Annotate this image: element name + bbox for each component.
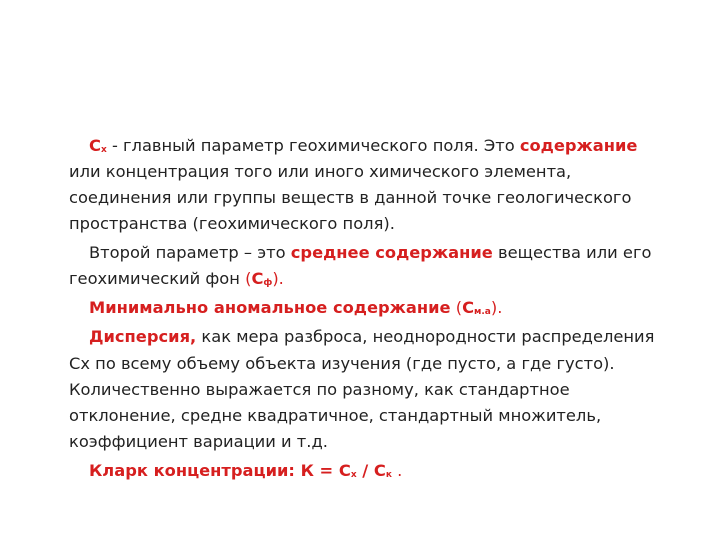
formula-subscript-k: к (385, 469, 392, 480)
paragraph-min-anomalous (69, 295, 669, 321)
formula-subscript-x: х (350, 469, 357, 480)
symbol-subscript: м.а (474, 307, 491, 318)
paragraph-second-parameter (69, 240, 669, 292)
term-dispersion: Дисперсия (89, 327, 191, 347)
slide-body (69, 133, 669, 487)
term-comma: , (190, 327, 197, 347)
symbol-letter: C (89, 136, 101, 155)
formula-tail: . (391, 460, 403, 480)
paren-close: ). (490, 298, 503, 318)
term-average-content: среднее содержание (290, 243, 493, 263)
paren-close: ). (272, 269, 284, 289)
clarke-formula (89, 461, 392, 480)
formula-text: Кларк концентрации: К = С (89, 460, 351, 480)
symbol-cx (89, 136, 107, 155)
paren-open: ( (245, 269, 252, 289)
symbol-subscript: x (100, 145, 107, 155)
term-content: содержание (519, 136, 638, 155)
formula-text: / С (356, 460, 386, 480)
text-segment: как мера разброса, неоднородности распределения Сх по всему объему объекта изучения (где пусто, а где густо). Количественно выражается по разному, как стандартное отклонение, средне квадратичное, стандартный множитель, коэффициент вариации и т.д. (69, 327, 655, 451)
symbol-cf (251, 269, 272, 288)
symbol-letter: C (462, 298, 475, 318)
paragraph-main-parameter (69, 133, 669, 237)
paren-open: ( (450, 298, 463, 318)
term-min-anomalous-content: Минимально аномальное содержание (89, 298, 451, 318)
symbol-subscript: ф (263, 278, 273, 289)
paragraph-dispersion (69, 324, 669, 454)
text-segment: вещества или его геохимический фон (69, 243, 652, 289)
symbol-cma (462, 298, 491, 317)
text-segment: - главный параметр геохимического поля. Это (106, 136, 520, 155)
text-segment: или концентрация того или иного химического элемента, соединения или группы веществ в данной точке геологического пространства (геохимического поля). (69, 162, 632, 234)
text-segment: Второй параметр – это (89, 243, 291, 263)
symbol-letter: C (251, 269, 264, 289)
paragraph-clarke (69, 458, 669, 484)
